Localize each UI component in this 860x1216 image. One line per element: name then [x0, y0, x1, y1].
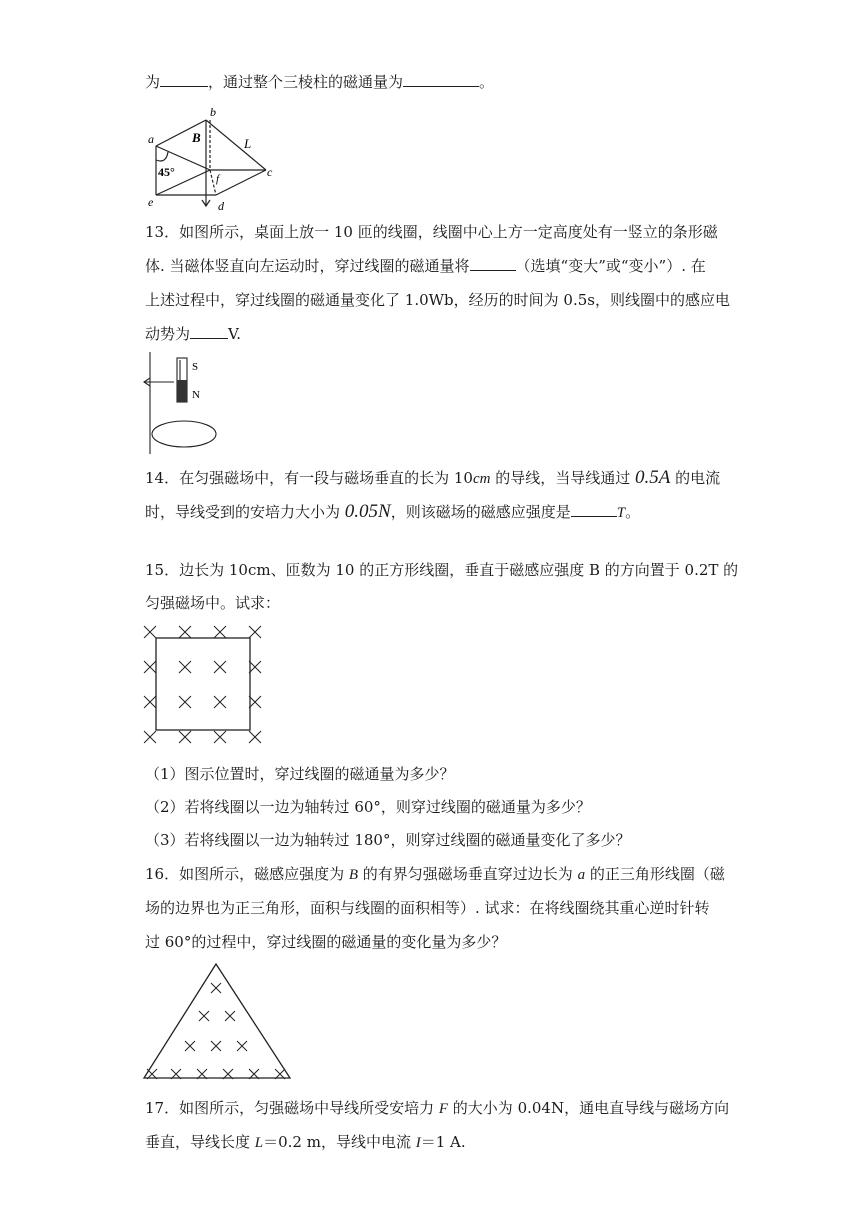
- label-d: d: [218, 199, 224, 213]
- q13-line-1: 13．如图所示，桌面上放一 10 匝的线圈，线圈中心上方一定高度处有一竖立的条形磁: [145, 223, 718, 241]
- q15-line-1: 15．边长为 10cm、匝数为 10 的正方形线圈，垂直于磁感应强度 B 的方向置于 0.2T 的: [145, 561, 739, 579]
- field-cross-mark: [144, 661, 156, 673]
- q15-line-2: 匀强磁场中。试求：: [145, 594, 281, 612]
- field-cross-mark: [214, 661, 226, 673]
- label-b: b: [210, 105, 216, 119]
- q12-continuation-line: 为 ，通过整个三棱柱的磁通量为 。: [145, 73, 495, 91]
- label-e: e: [148, 195, 154, 209]
- q16-line-3: 过 60°的过程中，穿过线圈的磁通量的变化量为多少？: [145, 933, 507, 951]
- q15-sub-2: （2）若将线圈以一边为轴转过 60°，则穿过线圈的磁通量为多少？: [145, 798, 591, 816]
- label-B: B: [192, 130, 201, 145]
- label-L: L: [244, 136, 252, 151]
- magnet-coil-figure: [140, 350, 240, 456]
- field-cross-mark: [249, 661, 261, 673]
- q16-line-2: 场的边界也为正三角形，面积与线圈的面积相等）. 试求：在将线圈绕其重心逆时针转: [145, 899, 710, 917]
- triangle-coil: [144, 964, 290, 1078]
- field-cross-mark: [179, 661, 191, 673]
- magnet-s-label: S: [192, 361, 199, 373]
- answer-blank: [403, 72, 479, 87]
- field-cross-mark: [249, 696, 261, 708]
- square-coil-figure: [140, 622, 270, 746]
- triangle-coil-figure: [140, 958, 300, 1084]
- field-cross-mark: [225, 1011, 235, 1021]
- answer-blank: [470, 256, 516, 271]
- square-coil: [156, 638, 250, 730]
- field-cross-mark: [211, 1041, 221, 1051]
- field-cross-mark: [144, 731, 156, 743]
- label-angle: 45°: [158, 165, 175, 179]
- label-c: c: [267, 165, 273, 179]
- q13-line-3: 上述过程中，穿过线圈的磁通量变化了 1.0Wb，经历的时间为 0.5s，则线圈中的感应电: [145, 291, 730, 309]
- prism-figure: [140, 105, 280, 213]
- q15-sub-1: （1）图示位置时，穿过线圈的磁通量为多少？: [145, 765, 455, 783]
- field-cross-mark: [237, 1041, 247, 1051]
- field-cross-mark: [185, 1041, 195, 1051]
- field-cross-mark: [179, 626, 191, 638]
- field-cross-mark: [144, 626, 156, 638]
- field-cross-mark: [144, 696, 156, 708]
- field-cross-mark: [214, 696, 226, 708]
- answer-blank: [190, 324, 228, 339]
- answer-blank: [160, 72, 208, 87]
- answer-blank: [571, 502, 617, 517]
- field-cross-mark: [249, 626, 261, 638]
- q13-line-2: 体. 当磁体竖直向左运动时，穿过线圈的磁通量将 （选填“变大”或“变小”）. 在: [145, 257, 706, 275]
- q14-line-2: 时，导线受到的安培力大小为 0.05N，则该磁场的磁感应强度是 T。: [145, 501, 641, 522]
- q13-line-4: 动势为 V.: [145, 325, 241, 343]
- field-cross-mark: [179, 696, 191, 708]
- field-cross-mark: [179, 731, 191, 743]
- label-a: a: [148, 132, 154, 146]
- magnet-n-pole: [177, 380, 187, 402]
- field-cross-mark: [249, 731, 261, 743]
- field-cross-mark: [214, 626, 226, 638]
- q17-line-2: 垂直，导线长度 L＝0.2 m，导线中电流 I＝1 A.: [145, 1133, 466, 1151]
- q16-line-1: 16．如图所示，磁感应强度为 B 的有界匀强磁场垂直穿过边长为 a 的正三角形线圈（磁: [145, 865, 725, 883]
- label-f: f: [216, 173, 220, 185]
- q17-line-1: 17．如图所示，匀强磁场中导线所受安培力 F 的大小为 0.04N，通电直导线与磁场方向: [145, 1099, 730, 1117]
- field-cross-mark: [199, 1011, 209, 1021]
- magnet-n-label: N: [192, 389, 200, 401]
- q14-line-1: 14．在匀强磁场中，有一段与磁场垂直的长为 10cm 的导线，当导线通过 0.5A 的电流: [145, 467, 721, 488]
- field-cross-mark: [214, 731, 226, 743]
- q15-sub-3: （3）若将线圈以一边为轴转过 180°，则穿过线圈的磁通量变化了多少？: [145, 831, 631, 849]
- field-cross-mark: [211, 983, 221, 993]
